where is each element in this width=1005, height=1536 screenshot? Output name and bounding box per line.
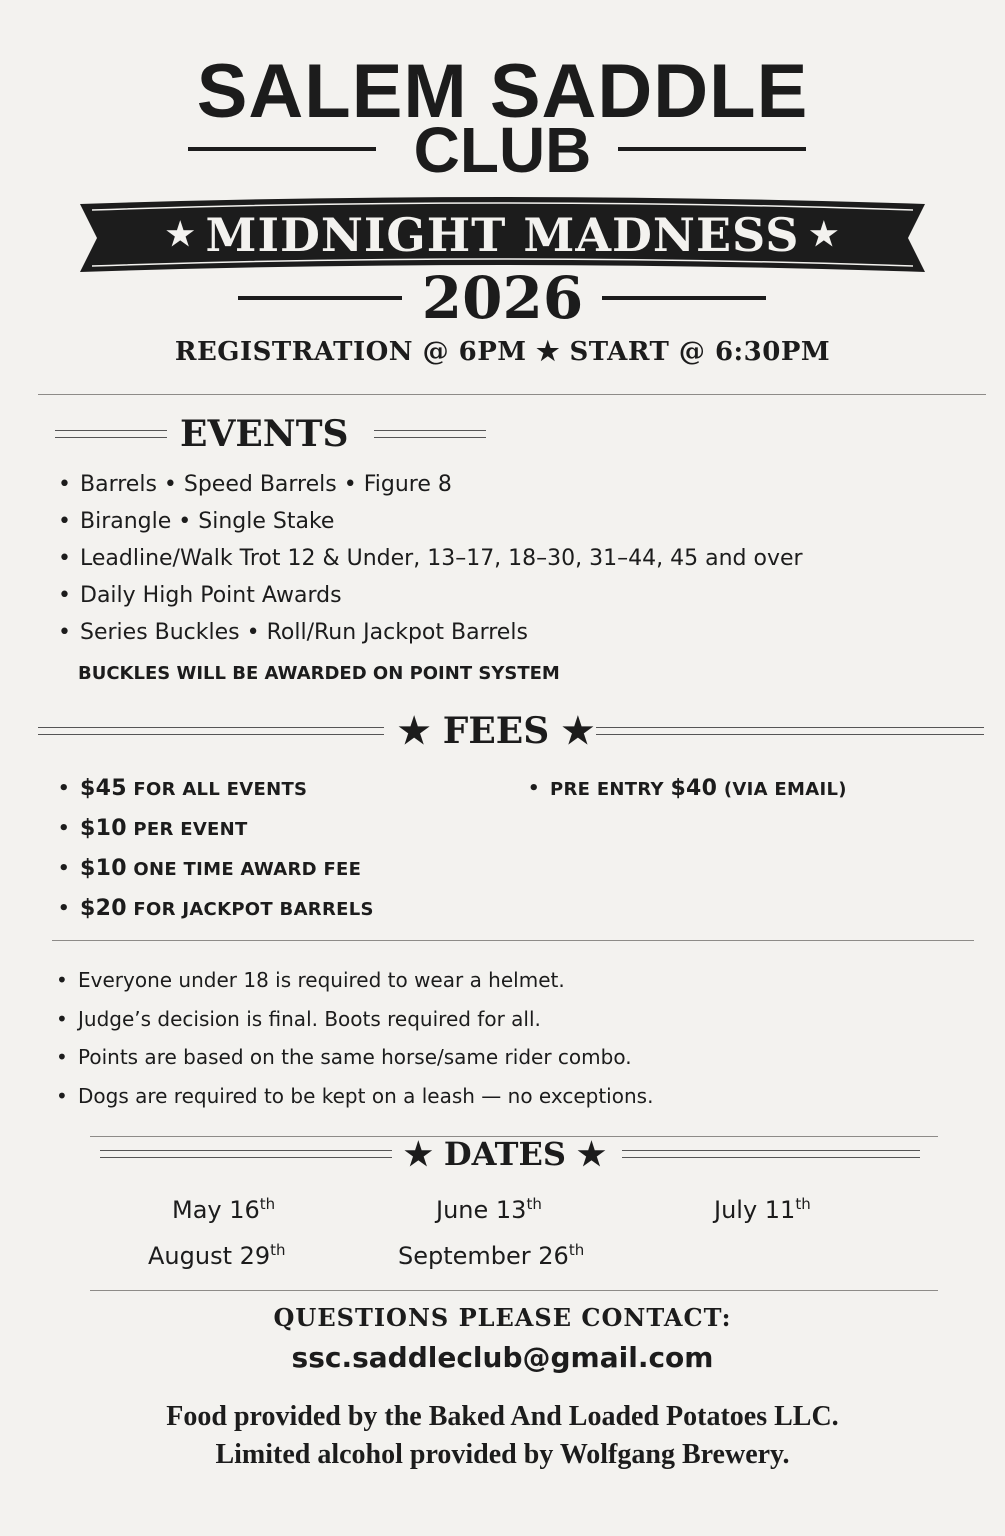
- date-day: September 26: [398, 1242, 569, 1270]
- date-item: [714, 1188, 811, 1226]
- dates-rule-right: [622, 1150, 920, 1158]
- events-heading: EVENTS: [180, 413, 349, 455]
- contact-heading: QUESTIONS PLEASE CONTACT:: [273, 1303, 732, 1332]
- contact-email[interactable]: ssc.saddleclub@gmail.com: [291, 1341, 714, 1374]
- fee-amount: $10: [80, 816, 127, 841]
- date-suffix: th: [259, 1195, 276, 1213]
- fee-label: FOR JACKPOT BARRELS: [133, 899, 374, 920]
- pre-entry-list: [528, 774, 948, 814]
- date-item: [436, 1188, 542, 1226]
- date-day: August 29: [148, 1242, 271, 1270]
- dates-rule-left: [100, 1150, 392, 1158]
- fees-heading: ★ FEES ★: [398, 710, 595, 752]
- pre-entry-method: (VIA EMAIL): [723, 779, 847, 800]
- fees-rule-right: [596, 727, 984, 735]
- list-item: • Leadline/Walk Trot 12 & Under, 13–17, 18–30, 31–44, 45 and over: [58, 544, 958, 581]
- date-suffix: th: [795, 1195, 811, 1213]
- fee-amount: $10: [80, 856, 127, 881]
- events-rule-left: [55, 430, 167, 438]
- pre-entry-amount: $40: [670, 776, 718, 801]
- fee-amount: $45: [80, 776, 127, 801]
- star-icon: ★: [809, 215, 840, 253]
- rule-item: • Points are based on the same horse/same rider combo.: [56, 1042, 956, 1081]
- footer-food: Food provided by the Baked And Loaded Potatoes LLC.: [166, 1401, 839, 1432]
- year-rule-right: [602, 296, 766, 300]
- date-suffix: th: [568, 1241, 585, 1259]
- footer-alcohol: Limited alcohol provided by Wolfgang Brewery.: [215, 1439, 790, 1470]
- date-item: [398, 1234, 584, 1272]
- schedule-line: REGISTRATION @ 6PM ★ START @ 6:30PM: [174, 337, 831, 367]
- date-suffix: th: [270, 1241, 286, 1259]
- fee-item: [58, 774, 498, 814]
- divider: [52, 940, 974, 941]
- list-item: • Daily High Point Awards: [58, 581, 958, 618]
- fee-item: [58, 894, 498, 934]
- rule-item: • Judge’s decision is final. Boots required for all.: [56, 1004, 956, 1043]
- divider: [90, 1290, 938, 1291]
- event-year: 2026: [421, 264, 584, 332]
- date-day: June 13: [436, 1196, 527, 1224]
- rules-list: [56, 965, 956, 1119]
- club-subtitle: CLUB: [413, 114, 592, 186]
- events-rule-right: [374, 430, 486, 438]
- star-icon: ★: [165, 215, 196, 253]
- fee-label: PER EVENT: [133, 819, 248, 840]
- club-subtitle-row: [0, 115, 1005, 185]
- pre-entry-item: [528, 774, 948, 814]
- rule-item: • Dogs are required to be kept on a leash — no exceptions.: [56, 1081, 956, 1120]
- dates-heading: ★ DATES ★: [404, 1135, 606, 1173]
- rule-item: • Everyone under 18 is required to wear a helmet.: [56, 965, 956, 1004]
- fee-label: FOR ALL EVENTS: [133, 779, 308, 800]
- buckles-note: BUCKLES WILL BE AWARDED ON POINT SYSTEM: [78, 663, 560, 684]
- list-item: • Series Buckles • Roll/Run Jackpot Barrels: [58, 618, 958, 655]
- date-day: May 16: [172, 1196, 260, 1224]
- date-item: [148, 1234, 286, 1272]
- events-list: [58, 470, 958, 655]
- date-suffix: th: [526, 1195, 542, 1213]
- list-item: • Birangle • Single Stake: [58, 507, 958, 544]
- fees-list: [58, 774, 498, 934]
- date-item: [172, 1188, 275, 1226]
- banner-title: MIDNIGHT MADNESS: [205, 208, 800, 262]
- list-item: • Barrels • Speed Barrels • Figure 8: [58, 470, 958, 507]
- date-day: July 11: [714, 1196, 796, 1224]
- fee-item: [58, 854, 498, 894]
- fee-label: ONE TIME AWARD FEE: [133, 859, 362, 880]
- divider: [38, 394, 986, 395]
- fees-rule-left: [38, 727, 384, 735]
- fee-amount: $20: [80, 896, 127, 921]
- club-title: SALEM SADDLE: [196, 49, 809, 134]
- decorative-rule-right: [618, 147, 806, 151]
- pre-entry-label: PRE ENTRY: [550, 779, 664, 800]
- decorative-rule-left: [188, 147, 376, 151]
- fee-item: [58, 814, 498, 854]
